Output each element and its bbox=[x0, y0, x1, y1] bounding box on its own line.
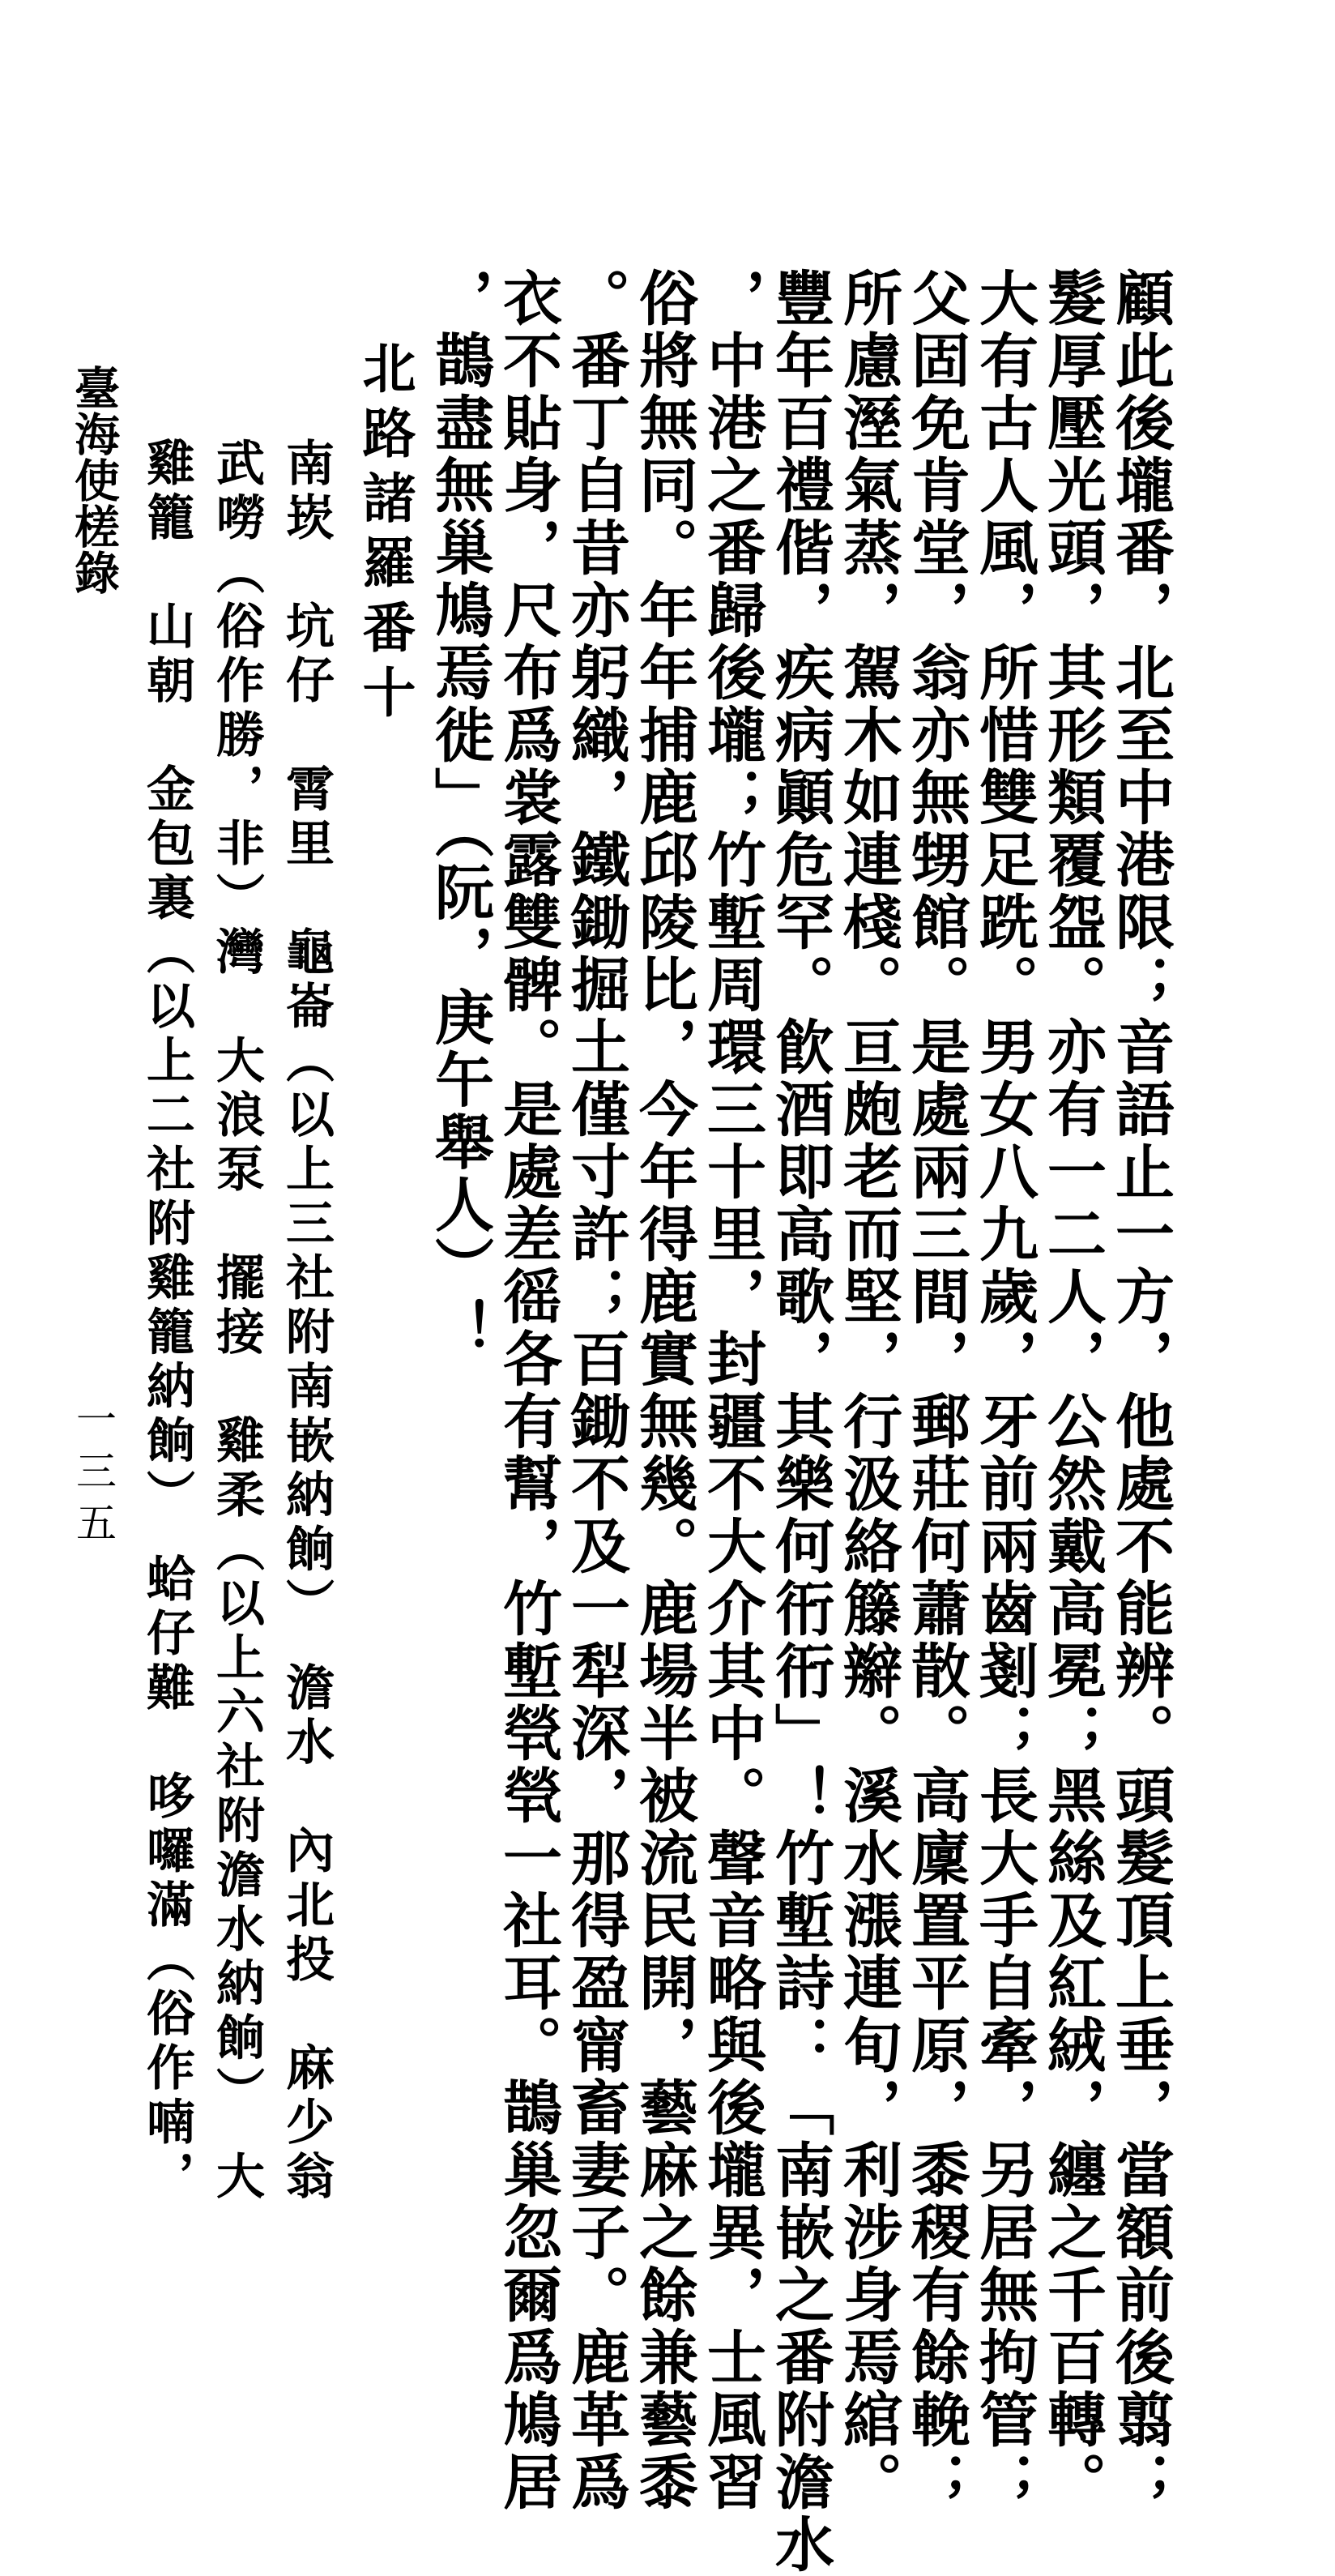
body-column: 所慮溼氣蒸，駕木如連棧。亘皰老而堅，行汲絡籐辮。溪水漲連旬，利涉身焉綰。 bbox=[833, 267, 902, 2514]
body-column: 髮厚壓光頭，其形類覆盌。亦有一二人，公然戴高冕；黑絲及紅絨，纏之千百轉。 bbox=[1037, 267, 1107, 2514]
body-column: 衣不貼身，尺布爲裳露雙髀。是處差徭各有幫，竹塹煢煢一社耳。鵲巢忽爾爲鳩居 bbox=[493, 267, 562, 2514]
section-heading: 北路諸羅番十 bbox=[353, 340, 416, 729]
page-number: 一三五 bbox=[70, 1398, 117, 1553]
body-column: 豐年百禮偕，疾病顚危罕。飮酒即高歌，其樂何衎衎」！竹塹詩：「南嵌之番附澹水 bbox=[765, 267, 834, 2576]
list-column: 武嘮（俗作勝，非）灣 大浪泵 擺接 雞柔（以上六社附澹水納餉） 大 bbox=[208, 438, 265, 2205]
body-column: 大有古人風，所惜雙足跣。男女八九歲，牙前兩齒剗；長大手自牽，另居無拘管； bbox=[969, 267, 1039, 2514]
list-column: 雞籠 山朝 金包裏（以上二社附雞籠納餉） 蛤仔難 哆囉滿（俗作喃， bbox=[139, 438, 195, 2205]
body-column: 。番丁自昔亦躬織，鐵鋤掘土僅寸許；百鋤不及一犁深，那得盈甯畜妻子。鹿革爲 bbox=[561, 267, 630, 2514]
body-column: 俗將無同。年年捕鹿邱陵比，今年得鹿實無幾。鹿場半被流民開，藝麻之餘兼藝黍 bbox=[629, 267, 698, 2514]
list-column: 南崁 坑仔 霄里 龜崙（以上三社附南嵌納餉） 澹水 內北投 麻少翁 bbox=[278, 438, 335, 2205]
body-column: ，鵲盡無巢鳩焉徙」（阮，庚午舉人）！ bbox=[424, 267, 494, 1361]
body-column: 顧此後壠番，北至中港限；音語止一方，他處不能辨。頭髮頂上垂，當額前後翦； bbox=[1105, 267, 1175, 2514]
body-column: 父固免肯堂，翁亦無甥館。是處兩三間，郵莊何蕭散。高廩置平原，黍稷有餘輓； bbox=[901, 267, 970, 2514]
body-column: ，中港之番歸後壠；竹塹周環三十里，封疆不大介其中。聲音略與後壠異，士風習 bbox=[697, 267, 766, 2514]
book-title: 臺海使槎錄 bbox=[67, 365, 121, 596]
